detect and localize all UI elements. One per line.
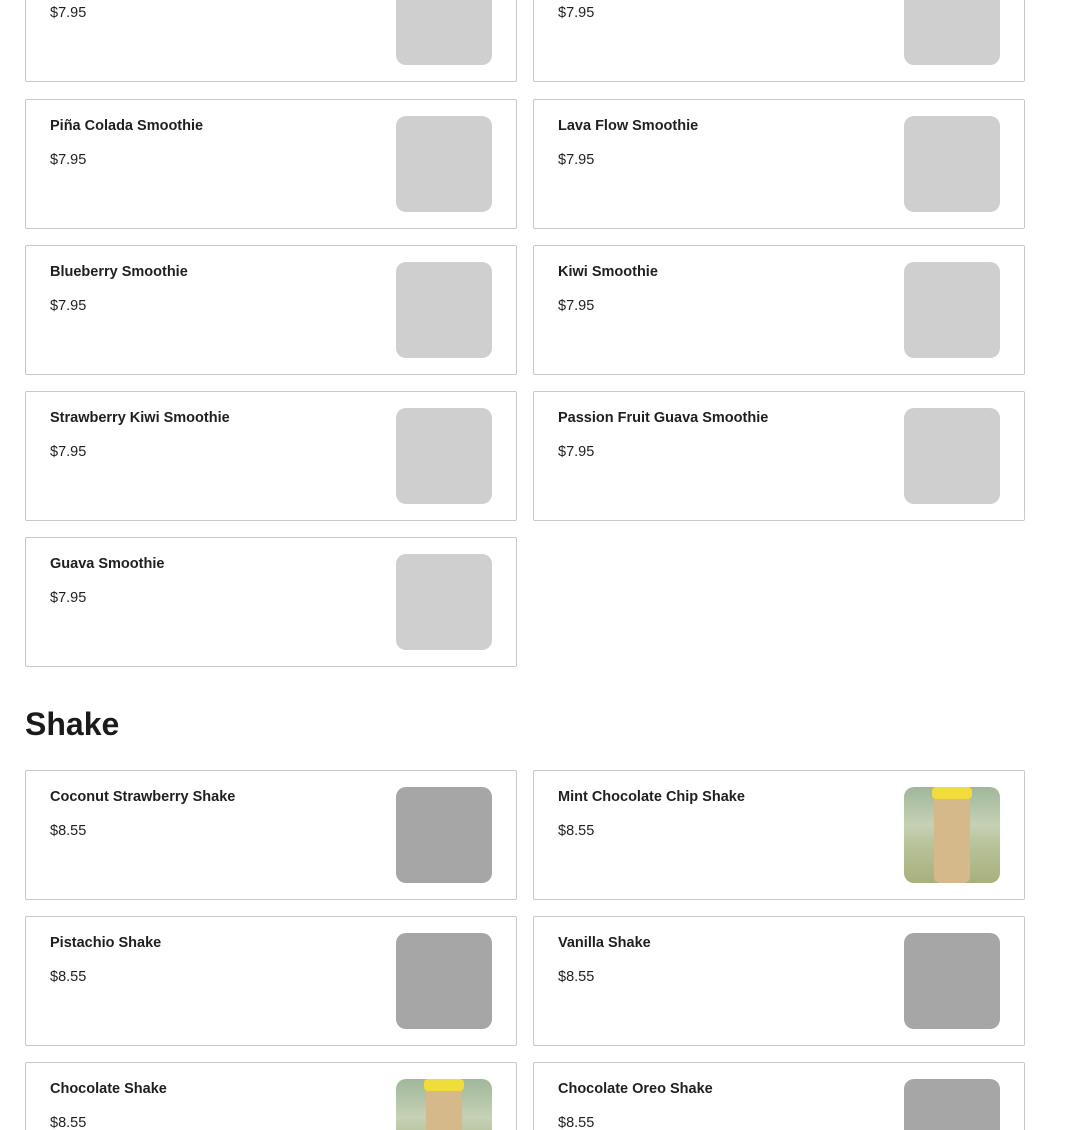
menu-item-card[interactable] <box>25 391 517 521</box>
item-image-placeholder <box>396 787 492 883</box>
item-photo <box>904 787 1000 883</box>
menu-item-card[interactable] <box>533 391 1025 521</box>
item-price: $8.55 <box>558 969 595 985</box>
item-name: Chocolate Shake <box>50 1081 167 1097</box>
menu-item-card[interactable] <box>533 0 1025 82</box>
item-name: Chocolate Oreo Shake <box>558 1081 713 1097</box>
item-price: $7.95 <box>558 444 595 460</box>
item-image-placeholder <box>396 262 492 358</box>
item-name: Kiwi Smoothie <box>558 264 658 280</box>
menu-item-card[interactable] <box>533 99 1025 229</box>
item-price: $7.95 <box>50 5 87 21</box>
cup-lid-shape <box>932 787 972 799</box>
item-name: Piña Colada Smoothie <box>50 118 204 134</box>
item-name: Strawberry Kiwi Smoothie <box>50 410 230 426</box>
item-image-placeholder <box>396 0 492 65</box>
item-price: $7.95 <box>50 444 87 460</box>
item-image-placeholder <box>396 554 492 650</box>
item-price: $8.55 <box>50 1115 87 1130</box>
item-price: $8.55 <box>50 823 87 839</box>
item-image-placeholder <box>904 1079 1000 1130</box>
cup-shape <box>426 1085 462 1130</box>
item-image-placeholder <box>904 262 1000 358</box>
menu-item-card[interactable] <box>25 537 517 667</box>
item-price: $7.95 <box>50 590 87 606</box>
menu-item-card[interactable] <box>533 1062 1025 1130</box>
item-price: $8.55 <box>558 823 595 839</box>
item-image-placeholder <box>396 933 492 1029</box>
section-title-shake: Shake <box>25 706 120 742</box>
item-name: Mint Chocolate Chip Shake <box>558 789 745 805</box>
item-price: $8.55 <box>558 1115 595 1130</box>
item-price: $8.55 <box>50 969 87 985</box>
item-photo <box>396 1079 492 1130</box>
cup-lid-shape <box>424 1079 464 1091</box>
item-name: Coconut Strawberry Shake <box>50 789 236 805</box>
item-price: $7.95 <box>558 152 595 168</box>
item-price: $7.95 <box>558 298 595 314</box>
menu-item-card[interactable] <box>25 916 517 1046</box>
item-name: Passion Fruit Guava Smoothie <box>558 410 769 426</box>
item-image-placeholder <box>904 933 1000 1029</box>
menu-item-card[interactable] <box>25 0 517 82</box>
item-image-placeholder <box>904 116 1000 212</box>
item-name: Pistachio Shake <box>50 935 162 951</box>
item-price: $7.95 <box>50 152 87 168</box>
item-name: Blueberry Smoothie <box>50 264 188 280</box>
item-image-placeholder <box>396 116 492 212</box>
menu-item-card[interactable] <box>25 1062 517 1130</box>
item-price: $7.95 <box>50 298 87 314</box>
menu-item-card[interactable] <box>533 245 1025 375</box>
menu-item-card[interactable] <box>25 99 517 229</box>
menu-item-card[interactable] <box>25 245 517 375</box>
item-name: Guava Smoothie <box>50 556 165 572</box>
menu-item-card[interactable] <box>533 770 1025 900</box>
item-name: Lava Flow Smoothie <box>558 118 699 134</box>
item-image-placeholder <box>904 408 1000 504</box>
cup-shape <box>934 793 970 883</box>
menu-item-card[interactable] <box>25 770 517 900</box>
item-image-placeholder <box>904 0 1000 65</box>
item-price: $7.95 <box>558 5 595 21</box>
menu-item-card[interactable] <box>533 916 1025 1046</box>
item-image-placeholder <box>396 408 492 504</box>
item-name: Vanilla Shake <box>558 935 651 951</box>
